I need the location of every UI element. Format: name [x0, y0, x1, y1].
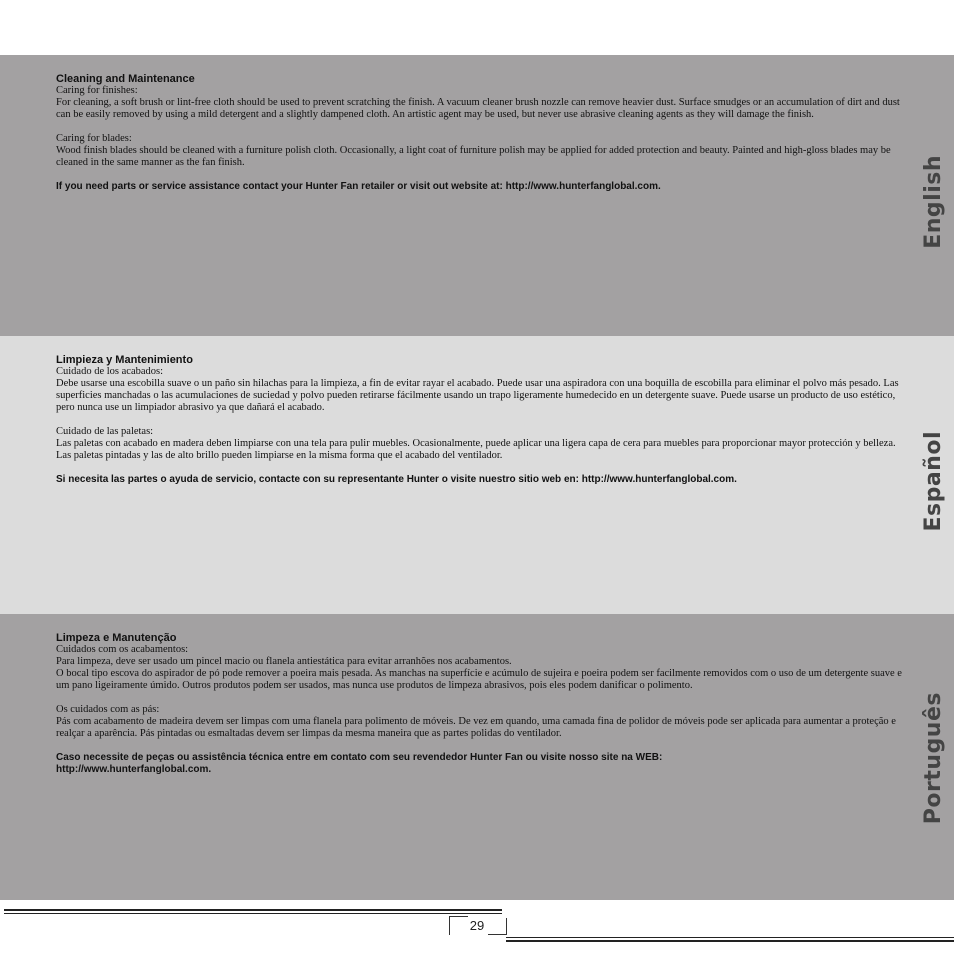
blades-title: Os cuidados com as pás: [56, 704, 160, 715]
contact-note-1: Caso necessite de peças ou assistência técnica entre em contato com seu revendedor Hunter Fan ou visite nosso site na WEB: [56, 752, 663, 763]
section-heading: Cleaning and Maintenance [56, 73, 195, 85]
section-heading: Limpeza e Manutenção [56, 632, 177, 644]
footer-rule-left-thick [4, 909, 502, 911]
portuguese-section [0, 614, 954, 900]
footer-rule-right-thick [506, 940, 954, 942]
language-label-english: English [921, 155, 946, 249]
spanish-content [56, 354, 906, 486]
finishes-body: Debe usarse una escobilla suave o un paño sin hilachas para la limpieza, a fin de evitar rayar el acabado. Puede usar una aspiradora con una boquilla de escobilla para eliminar el polvo más pesado. Las superficies manchadas o las acumulaciones de suciedad y polvo pueden retirarse fácilmente usando un trapo ligeramente humedecido en un detergente suave. Puede usarse un producto de uso estético, pero nunca use un limpiador abrasivo ya que dañará el acabado. [56, 378, 899, 413]
portuguese-content [56, 632, 906, 776]
language-label-portuguese: Português [921, 692, 946, 825]
contact-note: If you need parts or service assistance contact your Hunter Fan retailer or visit out website at: http://www.hunterfanglobal.com. [56, 181, 661, 192]
language-label-spanish: Español [921, 431, 946, 532]
finishes-title: Cuidado de los acabados: [56, 366, 164, 377]
page-number: 29 [469, 918, 485, 933]
finishes-title: Cuidados com os acabamentos: [56, 644, 189, 655]
blades-body: Pás com acabamento de madeira devem ser limpas com uma flanela para polimento de móveis. De vez em quando, uma camada fina de polidor de móveis pode ser aplicada para aumentar a proteção e realçar a aparência. Pás pintadas ou esmaltadas devem ser limpas da mesma maneira que as partes polidas do ventilador. [56, 716, 896, 739]
footer-rule-left-thin [4, 913, 502, 914]
spanish-section [0, 336, 954, 614]
section-heading: Limpieza y Mantenimiento [56, 354, 193, 366]
blades-body: Wood finish blades should be cleaned with a furniture polish cloth. Occasionally, a light coat of furniture polish may be applied for added protection and beauty. Painted and high-gloss blades may be cleaned in the same manner as the fan finish. [56, 145, 891, 168]
finishes-title: Caring for finishes: [56, 85, 138, 96]
blades-body: Las paletas con acabado en madera deben limpiarse con una tela para pulir muebles. Ocasionalmente, puede aplicar una ligera capa de cera para muebles para proporcionar mayor protección y belleza. Las paletas pintadas y las de alto brillo pueden limpiarse en la misma forma que el acabado del ventilador. [56, 438, 896, 461]
blades-title: Caring for blades: [56, 133, 132, 144]
english-content [56, 73, 906, 193]
english-section [0, 55, 954, 336]
blades-title: Cuidado de las paletas: [56, 426, 154, 437]
contact-note-2: http://www.hunterfanglobal.com. [56, 764, 212, 775]
footer-rule-right-thin [506, 937, 954, 938]
finishes-body: For cleaning, a soft brush or lint-free cloth should be used to prevent scratching the finish. A vacuum cleaner brush nozzle can remove heavier dust. Surface smudges or an accumulation of dirt and dust can be easily removed by using a mild detergent and a slightly dampened cloth. An artistic agent may be used, but never use abrasive cleaning agents as they will damage the finish. [56, 97, 900, 120]
contact-note: Si necesita las partes o ayuda de servicio, contacte con su representante Hunter o visite nuestro sitio web en: http://www.hunterfanglobal.com. [56, 474, 737, 485]
finishes-body-1: Para limpeza, deve ser usado um pincel macio ou flanela antiestática para evitar arranhões nos acabamentos. [56, 656, 512, 667]
finishes-body-2: O bocal tipo escova do aspirador de pó pode remover a poeira mais pesada. As manchas na superfície e acúmulo de sujeira e poeira podem ser facilmente removidos com o uso de um detergente suave e um pano ligeiramente úmido. Outros produtos podem ser usados, mas nunca use produtos de limpeza abrasivos, pois eles podem danificar o polimento. [56, 668, 902, 691]
